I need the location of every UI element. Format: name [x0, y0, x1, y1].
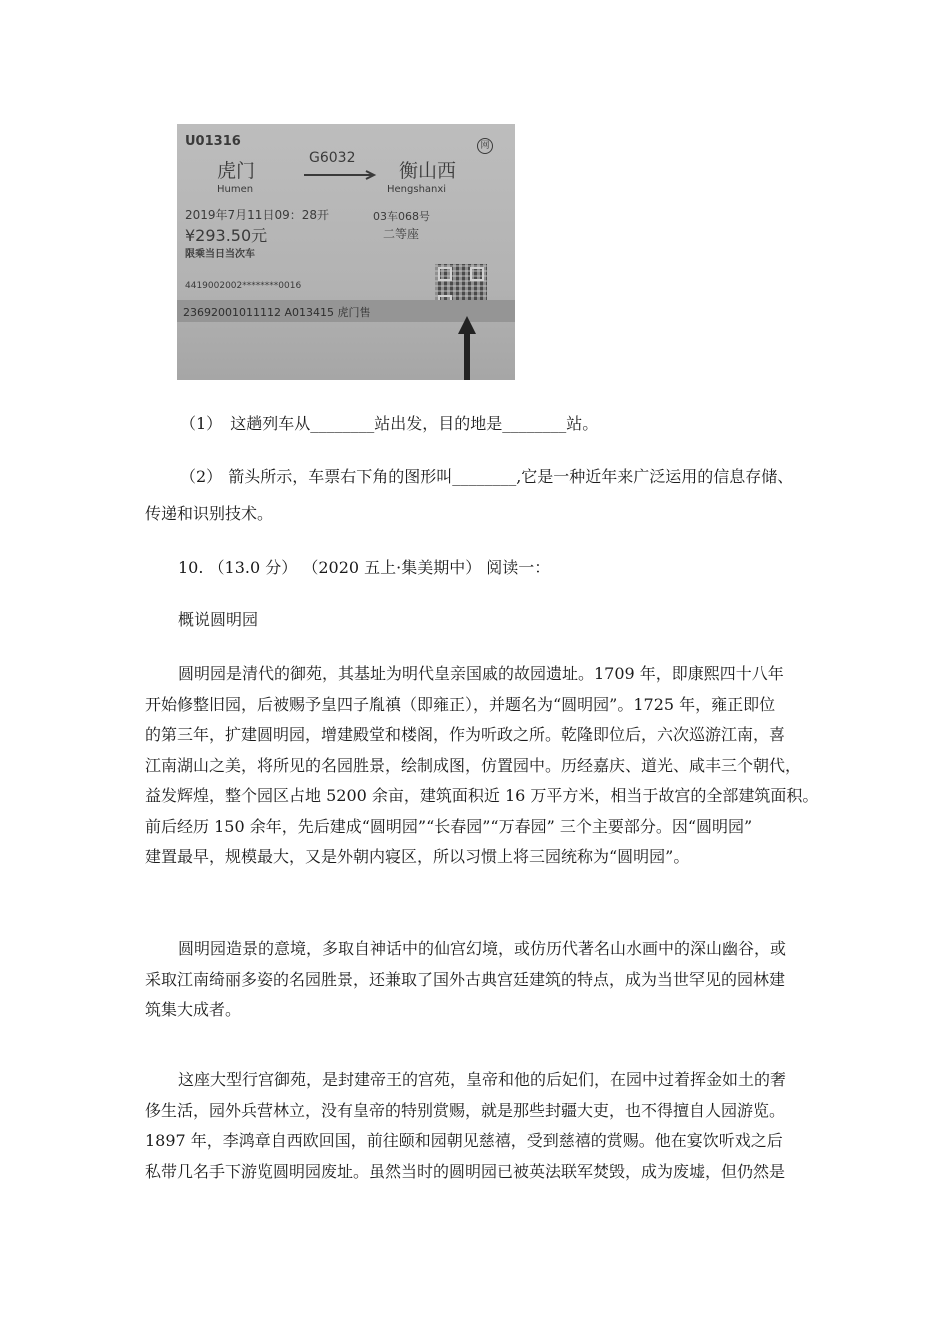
pointer-arrow [455, 314, 479, 380]
paragraph-line: 1897 年，李鸿章自西欧回国，前往颐和园朝见慈禧，受到慈禧的赏赐。他在宴饮听戏之后 [145, 1131, 783, 1150]
ticket-direction-arrow [302, 170, 382, 180]
passage-paragraph-2 [145, 934, 815, 1026]
paragraph-line: 江南湖山之美，将所见的名园胜景，绘制成图，仿置园中。历经嘉庆、道光、咸丰三个朝代， [145, 755, 802, 775]
train-ticket-photo [177, 124, 515, 380]
ticket-train-number: G6032 [309, 150, 356, 166]
paragraph-line: 建置最早，规模最大，又是外朝内寝区，所以习惯上将三园统称为“圆明园”。 [145, 847, 690, 866]
paragraph-line: 圆明园是清代的御苑，其基址为明代皇亲国戚的故园遗址。1709 年，即康熙四十八年 [178, 664, 784, 683]
question-2-line-1 [180, 466, 793, 488]
ticket-to-cn: 衡山西 [399, 160, 457, 182]
ticket-badge: 网 [477, 138, 493, 154]
ticket-code: U01316 [185, 134, 241, 149]
paragraph-line: 这座大型行宫御苑，是封建帝王的宫苑，皇帝和他的后妃们，在园中过着挥金如土的奢 [178, 1070, 787, 1089]
question-1-text: 这趟列车从________站出发，目的地是________站。 [230, 414, 599, 433]
question-2-text: 箭头所示，车票右下角的图形叫________,它是一种近年来广泛运用的信息存储、 [228, 467, 794, 486]
paragraph-line: 前后经历 150 余年，先后建成“圆明园”“长春园”“万春园” 三个主要部分。因“圆明园” [145, 816, 753, 836]
paragraph-line: 开始修整旧园，后被赐予皇四子胤禛（即雍正），并题名为“圆明园”。1725 年，雍正即位 [145, 694, 776, 714]
question-10-header: 10. （13.0 分） （2020 五上·集美期中） 阅读一： [178, 558, 551, 577]
ticket-datetime: 2019年7月11日09：28开 [185, 208, 329, 222]
paragraph-line: 筑集大成者。 [145, 1000, 242, 1019]
paragraph-line: 的第三年，扩建圆明园，增建殿堂和楼阁，作为听政之所。乾隆即位后，六次巡游江南，喜 [145, 725, 786, 744]
ticket-id-number: 4419002002********0016 [185, 281, 302, 291]
question-2-line-2: 传递和识别技术。 [145, 504, 274, 523]
passage-title: 概说圆明园 [178, 610, 259, 629]
paragraph-line: 采取江南绮丽多姿的名园胜景，还兼取了国外古典宫廷建筑的特点，成为当世罕见的园林建 [145, 969, 786, 989]
paragraph-line: 圆明园造景的意境，多取自神话中的仙宫幻境，或仿历代著名山水画中的深山幽谷，或 [178, 939, 787, 958]
passage-paragraph-3 [145, 1065, 815, 1187]
ticket-from-cn: 虎门 [217, 160, 256, 182]
paragraph-line: 益发辉煌，整个园区占地 5200 余亩，建筑面积近 16 万平方米，相当于故宫的全部建筑面积。 [145, 786, 819, 805]
question-2-number: （2） [180, 467, 223, 486]
ticket-from-en: Humen [217, 184, 254, 195]
ticket-seat: 03车068号 [373, 210, 430, 223]
ticket-to-en: Hengshanxi [387, 184, 447, 195]
paragraph-line: 私带几名手下游览圆明园废址。虽然当时的圆明园已被英法联军焚毁，成为废墟，但仍然是 [145, 1161, 786, 1181]
question-1-number: （1） [180, 414, 223, 433]
ticket-class: 二等座 [383, 227, 420, 241]
question-1 [180, 413, 598, 435]
ticket-price: ¥293.50元 [185, 226, 268, 245]
paragraph-line: 侈生活，园外兵营林立，没有皇帝的特别赏赐，就是那些封疆大吏，也不得擅自人园游览。 [145, 1100, 786, 1120]
passage-paragraph-1 [145, 659, 819, 873]
ticket-notice: 限乘当日当次车 [185, 249, 255, 260]
ticket-serial: 23692001011112 A013415 虎门售 [183, 306, 371, 319]
